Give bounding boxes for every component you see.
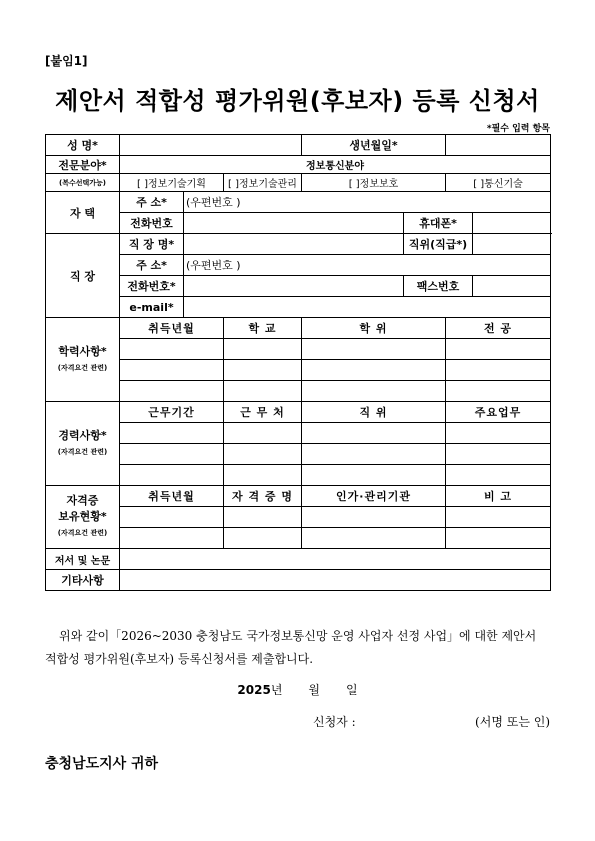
birth-field[interactable] [446, 135, 551, 156]
field-option-security[interactable]: [ ]정보보호 [302, 174, 446, 192]
education-cell[interactable] [120, 381, 224, 402]
work-address-row [46, 255, 551, 276]
career-header-position: 직 위 [302, 402, 446, 423]
education-row [46, 360, 551, 381]
work-company-row [46, 234, 551, 255]
license-header-issuer: 인가·관리기관 [302, 486, 446, 507]
home-phone-label: 전화번호 [120, 213, 184, 234]
education-header-date: 취득년월 [120, 318, 224, 339]
work-phone-row [46, 276, 551, 297]
career-header-workplace: 근 무 처 [224, 402, 302, 423]
license-header-date: 취득년월 [120, 486, 224, 507]
email-label: e-mail* [120, 297, 184, 318]
career-cell[interactable] [446, 465, 551, 486]
education-cell[interactable] [224, 360, 302, 381]
license-cell[interactable] [446, 507, 551, 528]
applicant-label: 신청자 : [313, 715, 356, 729]
field-category-row [46, 156, 551, 174]
work-email-row [46, 297, 551, 318]
education-cell[interactable] [446, 381, 551, 402]
position-field[interactable] [473, 234, 551, 255]
field-option-telecom[interactable]: [ ]통신기술 [446, 174, 551, 192]
career-section-title: 경력사항* [58, 428, 107, 442]
education-cell[interactable] [446, 360, 551, 381]
career-cell[interactable] [446, 444, 551, 465]
home-address-field[interactable]: (우편번호 ) [184, 192, 551, 213]
etc-field[interactable] [120, 570, 551, 591]
education-row [46, 381, 551, 402]
work-section-label: 직 장 [46, 234, 120, 318]
license-cell[interactable] [120, 507, 224, 528]
license-header-row [46, 486, 551, 507]
career-cell[interactable] [224, 465, 302, 486]
mobile-field[interactable] [473, 213, 551, 234]
position-label: 직위(직급*) [404, 234, 473, 255]
date-year: 2025 [237, 683, 271, 697]
career-header-period: 근무기간 [120, 402, 224, 423]
license-cell[interactable] [120, 528, 224, 549]
work-phone-field[interactable] [184, 276, 404, 297]
license-header-note: 비 고 [446, 486, 551, 507]
career-cell[interactable] [120, 465, 224, 486]
name-field[interactable] [120, 135, 302, 156]
required-note: *필수 입력 항목 [486, 124, 550, 134]
license-cell[interactable] [302, 528, 446, 549]
education-row [46, 339, 551, 360]
signature-label: (서명 또는 인) [475, 715, 550, 729]
education-cell[interactable] [224, 381, 302, 402]
field-option-management[interactable]: [ ]정보기술관리 [224, 174, 302, 192]
education-cell[interactable] [224, 339, 302, 360]
education-section-sub: (자격요건 관련) [57, 363, 108, 372]
education-cell[interactable] [120, 339, 224, 360]
education-header-degree: 학 위 [302, 318, 446, 339]
career-section-sub: (자격요건 관련) [57, 447, 108, 456]
etc-row [46, 570, 551, 591]
work-address-field[interactable]: (우편번호 ) [184, 255, 551, 276]
education-cell[interactable] [302, 360, 446, 381]
license-section-sub: (자격요건 관련) [57, 529, 108, 537]
home-phone-row [46, 213, 551, 234]
education-cell[interactable] [446, 339, 551, 360]
attachment-label: [붙임1] [45, 54, 88, 68]
career-cell[interactable] [120, 444, 224, 465]
career-row [46, 423, 551, 444]
education-header-school: 학 교 [224, 318, 302, 339]
career-header-row [46, 402, 551, 423]
license-cell[interactable] [224, 528, 302, 549]
home-phone-field[interactable] [184, 213, 404, 234]
education-header-major: 전 공 [446, 318, 551, 339]
mobile-label: 휴대폰* [404, 213, 473, 234]
license-section-title-2: 보유현황* [58, 510, 107, 523]
etc-label: 기타사항 [46, 570, 120, 591]
field-option-planning[interactable]: [ ]정보기술기획 [120, 174, 224, 192]
date-month: 월 [308, 683, 320, 697]
addressee: 충청남도지사 귀하 [45, 756, 159, 772]
statement-paragraph: 위와 같이「2026~2030 충청남도 국가정보통신망 운영 사업자 선정 사업」에 대한 제안서 적합성 평가위원(후보자) 등록신청서를 제출합니다. [45, 629, 537, 666]
field-options-row [46, 174, 551, 192]
career-section-label [46, 402, 120, 486]
license-cell[interactable] [224, 507, 302, 528]
name-label: 성 명* [46, 135, 120, 156]
work-phone-label: 전화번호* [120, 276, 184, 297]
license-cell[interactable] [446, 528, 551, 549]
career-header-duties: 주요업무 [446, 402, 551, 423]
field-sub-label: (복수선택가능) [46, 174, 120, 192]
education-section-title: 학력사항* [58, 344, 107, 358]
work-address-label: 주 소* [120, 255, 184, 276]
career-cell[interactable] [224, 444, 302, 465]
home-address-row [46, 192, 551, 213]
career-cell[interactable] [302, 465, 446, 486]
field-category: 정보통신분야 [120, 156, 551, 174]
career-cell[interactable] [120, 423, 224, 444]
education-section-label [46, 318, 120, 402]
career-cell[interactable] [302, 423, 446, 444]
license-section-title-1: 자격증 [66, 494, 99, 507]
career-cell[interactable] [302, 444, 446, 465]
career-cell[interactable] [224, 423, 302, 444]
education-cell[interactable] [302, 339, 446, 360]
date-day: 일 [346, 683, 358, 697]
submission-date [0, 681, 595, 698]
publications-label: 저서 및 논문 [46, 549, 120, 570]
license-header-name: 자 격 증 명 [224, 486, 302, 507]
birth-label: 생년월일* [302, 135, 446, 156]
form-title: 제안서 적합성 평가위원(후보자) 등록 신청서 [55, 87, 540, 115]
fax-field[interactable] [473, 276, 551, 297]
license-row [46, 507, 551, 528]
company-label: 직 장 명* [120, 234, 184, 255]
education-cell[interactable] [120, 360, 224, 381]
publications-row [46, 549, 551, 570]
publications-field[interactable] [120, 549, 551, 570]
license-cell[interactable] [302, 507, 446, 528]
company-field[interactable] [184, 234, 404, 255]
career-row [46, 444, 551, 465]
license-row [46, 528, 551, 549]
registration-form-table [45, 134, 551, 591]
license-section-label [46, 486, 120, 549]
email-field[interactable] [184, 297, 551, 318]
home-address-label: 주 소* [120, 192, 184, 213]
home-section-label: 자 택 [46, 192, 120, 234]
career-row [46, 465, 551, 486]
education-cell[interactable] [302, 381, 446, 402]
date-year-unit: 년 [270, 683, 283, 697]
field-label: 전문분야* [46, 156, 120, 174]
fax-label: 팩스번호 [404, 276, 473, 297]
name-row [46, 135, 551, 156]
education-header-row [46, 318, 551, 339]
career-cell[interactable] [446, 423, 551, 444]
